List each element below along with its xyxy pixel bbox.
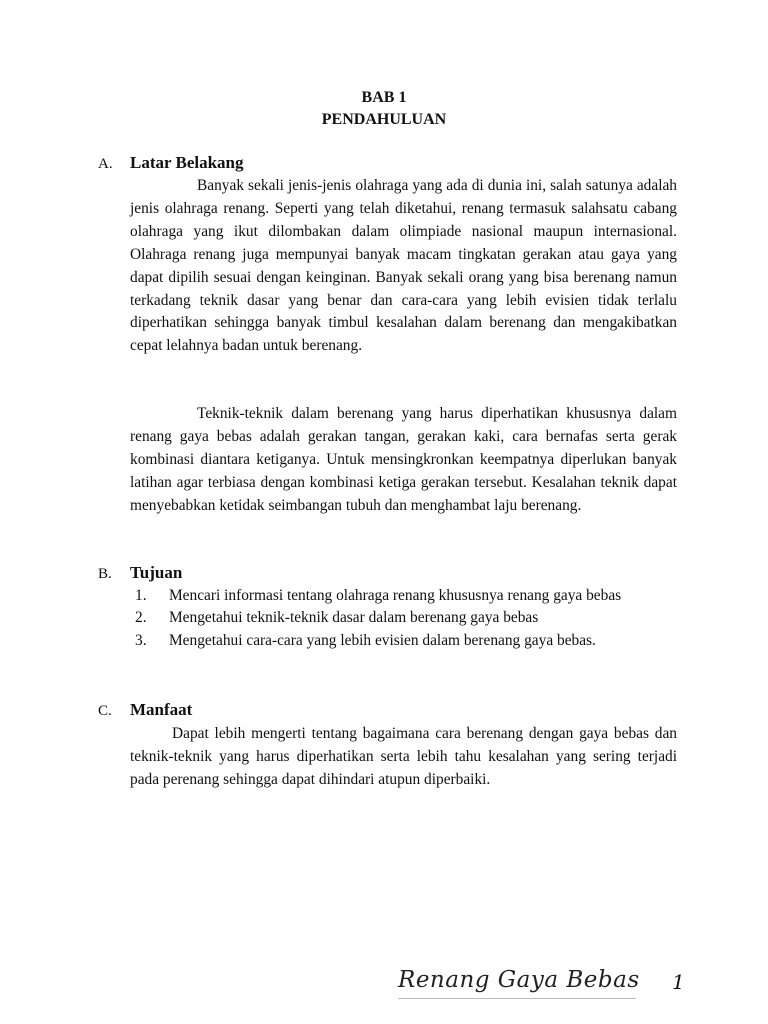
- footer-divider: [398, 998, 636, 999]
- list-item: [130, 607, 677, 629]
- latar-belakang-paragraph-2: Teknik-teknik dalam berenang yang harus diperhatikan khususnya dalam renang gaya bebas adalah gerakan tangan, gerakan kaki, cara bernafas serta gerak kombinasi diantara ketiganya. Untuk mensingkronkan keempatnya diperlukan banyak latihan agar terbiasa dengan kombinasi ketiga gerakan tersebut. Kesalahan teknik dapat menyebabkan ketidak seimbangan tubuh dan menghambat laju berenang.: [130, 405, 677, 514]
- page-number: 1: [672, 970, 685, 994]
- list-item: [130, 585, 677, 607]
- manfaat-paragraph: Dapat lebih mengerti tentang bagaimana cara berenang dengan gaya bebas dan teknik-teknik yang harus diperhatikan serta lebih tahu kesalahan yang sering terjadi pada perenang sehingga dapat dihindari atupun diperbaiki.: [130, 725, 677, 788]
- section-c-letter: C.: [98, 703, 112, 719]
- section-c-heading: [98, 699, 192, 722]
- list-item-text: Mengetahui teknik-teknik dasar dalam berenang gaya bebas: [169, 609, 539, 627]
- section-b-heading: [98, 562, 182, 585]
- list-item-number: 1.: [135, 587, 147, 604]
- section-c-title: Manfaat: [130, 700, 193, 719]
- running-footer-title: Renang Gaya Bebas: [398, 967, 640, 993]
- section-b-title: Tujuan: [130, 563, 183, 582]
- list-item: [130, 630, 677, 652]
- list-item-text: Mencari informasi tentang olahraga renang khususnya renang gaya bebas: [169, 587, 622, 604]
- list-item-number: 2.: [135, 609, 147, 627]
- list-item-number: 3.: [135, 631, 147, 649]
- section-a-letter: A.: [98, 156, 113, 172]
- latar-belakang-paragraph-1: Banyak sekali jenis-jenis olahraga yang ada di dunia ini, salah satunya adalah jenis olahraga renang. Seperti yang telah diketahui, renang termasuk salahsatu cabang olahraga yang ikut dilombakan dalam olimpiade nasional maupun internasional. Olahraga renang juga mempunyai banyak macam tingkatan gerakan atau gaya yang dapat dipilih sesuai dengan keinginan. Banyak sekali orang yang bisa berenang namun terkadang teknik dasar yang benar dan cara-cara yang lebih evisien tidak terlalu diperhatikan sehingga banyak timbul kesalahan dalam berenang dan mengakibatkan cepat lelahnya badan untuk berenang.: [130, 177, 677, 355]
- section-a-title: Latar Belakang: [130, 153, 244, 172]
- chapter-title: PENDAHULUAN: [321, 111, 447, 128]
- tujuan-list: [130, 585, 677, 652]
- list-item-text: Mengetahui cara-cara yang lebih evisien dalam berenang gaya bebas.: [169, 631, 596, 649]
- section-b-letter: B.: [98, 566, 112, 582]
- section-a-heading: [98, 152, 244, 175]
- chapter-number: BAB 1: [361, 89, 407, 106]
